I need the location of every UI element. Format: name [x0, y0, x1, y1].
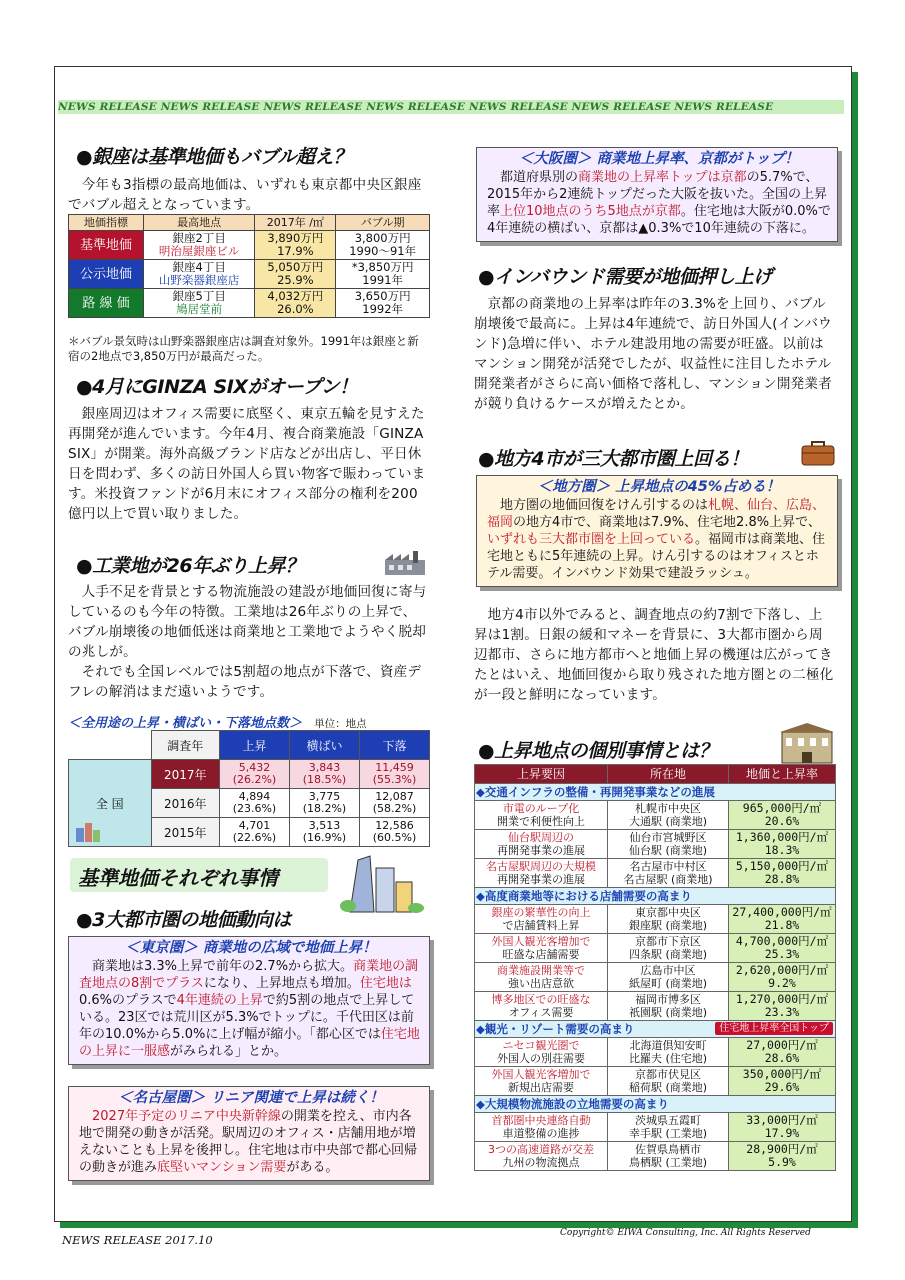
chiho-box-title: ＜地方圏＞ 上昇地点の45%占める！ — [537, 479, 781, 495]
buildings-icon — [75, 820, 101, 842]
pointtable-caption — [68, 712, 430, 731]
table-row: 名古屋駅周辺の大規模 再開発事業の進展 名古屋市中村区 名古屋駅 (商業地) 5,150,000円/㎡ 28.8% — [475, 859, 836, 888]
table-row: 首都圏中央連絡自動 車道整備の進捗 茨城県五霞町 幸手駅 (工業地) 33,000円/㎡ 17.9% — [475, 1113, 836, 1142]
table-row: 2015年 4,701 (22.6%) 3,513 (16.9%) 12,586 (60.5%) — [69, 818, 430, 847]
ginza-heading: ●銀座は基準地価もバブル超え？ — [76, 146, 352, 168]
table-row: 路 線 価 銀座5丁目 鳩居堂前 4,032万円 26.0% 3,650万円 1992年 — [69, 289, 430, 318]
table-row: 外国人観光客増加で 新規出店需要 京都市伏見区 稲荷駅 (商業地) 350,000円/㎡ 29.6% — [475, 1067, 836, 1096]
pointtable-title: ＜全用途の上昇・横ばい・下落地点数＞ — [68, 716, 303, 731]
ginza-table — [68, 214, 430, 318]
table-row: 博多地区での旺盛な オフィス需要 福岡市博多区 祇園駅 (商業地) 1,270,000円/㎡ 23.3% — [475, 992, 836, 1021]
table-row: 全 国 2017年 5,432 (26.2%) 3,843 (18.5%) 11,459 (55.3%) — [69, 760, 430, 789]
table-row: ニセコ観光圏で 外国人の別荘需要 北海道倶知安町 比羅夫 (住宅地) 27,000円/㎡ 28.6% — [475, 1038, 836, 1067]
table-row: 商業施設開業等で 強い出店意欲 広島市中区 紙屋町 (商業地) 2,620,000円/㎡ 9.2% — [475, 963, 836, 992]
point-count-table: 調査年 上昇 横ばい 下落 全 国 2017年 5,432 (26.2%) 3,843 (18.5%) 11,459 (55.3%) 2016年 4,894 (23.6%) 3,775 (18.2%) 12,087 (58.2%) 2015年 4,701 (22.6%) 3,513 (16.9%) 12,586 (60.5%) — [68, 730, 430, 847]
industrial-body: 人手不足を背景とする物流施設の建設が地価回復に寄与しているのも今年の特徴。工業地は26年ぶりの上昇で、バブル崩壊後の地価低迷は商業地と工業地でようやく脱却の兆しが。 それでも全国レベルでは5割超の地点が下落で、資産デフレの解消はまだ遠いようです。 — [68, 584, 427, 700]
table-row: 外国人観光客増加で 旺盛な店舗需要 京都市下京区 四条駅 (商業地) 4,700,000円/㎡ 25.3% — [475, 934, 836, 963]
nagoya-title: ＜名古屋圏＞ リニア関連で上昇は続く！ — [118, 1090, 384, 1106]
kijun-heading: 基準地価それぞれ事情 — [78, 866, 278, 890]
gsix-body: 銀座周辺はオフィス需要に底堅く、東京五輪を見すえた再開発が進んでいます。今年4月、複合商業施設「GINZA SIX」が開業。海外高級ブランド店などが出店し、平日休日を問わず、多くの訪日外国人ら買い物客で賑わっています。米投資ファンドが6月末にオフィス部分の権利を200億円以上で買い取りました。 — [68, 406, 426, 522]
footer-copyright: Copyright© EIWA Consulting, Inc. All Rights Reserved — [560, 1228, 811, 1238]
kijun-banner — [70, 858, 328, 892]
factors-heading: ●上昇地点の個別事情とは？ — [478, 740, 718, 762]
city-buildings-icon — [340, 852, 424, 914]
osaka-title: ＜大阪圏＞ 商業地上昇率、京都がトップ！ — [518, 151, 800, 167]
chiho-body: 地方4市以外でみると、調査地点の約7割で下落し、上昇は1割。日銀の緩和マネーを背景に、3大都市圏から周辺都市、さらに地方都市へと地価上昇の機運は広がってきたとはいえ、地価回復から取り残された地方圏との二極化が一段と鮮明になっています。 — [474, 607, 834, 703]
building-icon — [778, 722, 836, 764]
chiho-box — [476, 475, 838, 587]
chiho-box-body: 地方圏の地価回復をけん引するのは札幌、仙台、広島、福岡の地方4市で、商業地は7.9%、住宅地2.8%上昇で、いずれも三大都市圏を上回っている。福岡市は商業地、住宅地ともに5年連続の上昇。けん引するのはオフィスとホテル需要。インバウンド効果で建設ラッシュ。 — [487, 498, 826, 581]
inbound-heading: ●インバウンド需要が地価押し上げ — [478, 266, 772, 288]
bag-icon — [800, 438, 836, 466]
pointtable-unit: 単位：地点 — [314, 718, 367, 730]
osaka-box — [476, 147, 838, 242]
nagoya-box — [68, 1086, 430, 1181]
tokyo-title: ＜東京圏＞ 商業地の広域で地価上昇！ — [125, 940, 377, 956]
table-row: 銀座の繁華性の向上 で店舗賃料上昇 東京都中央区 銀座駅 (商業地) 27,400,000円/㎡ 21.8% — [475, 905, 836, 934]
factors-table-header: 上昇要因 所在地 地価と上昇率 — [475, 765, 836, 784]
table-row: 公示地価 銀座4丁目 山野楽器銀座店 5,050万円 25.9% *3,850万円 1991年 — [69, 260, 430, 289]
industrial-heading: ●工業地が26年ぶり上昇？ — [76, 555, 304, 577]
factors-table — [474, 764, 836, 1171]
osaka-body: 都道府県別の商業地の上昇率トップは京都の5.7%で、2015年から2連続トップだった大阪を抜いた。全国の上昇率上位10地点のうち5地点が京都。住宅地は大阪が0.0%で4年連続の横ばい、京都は▲0.3%で10年連続の下落に。 — [487, 170, 831, 236]
nagoya-body: 2027年予定のリニア中央新幹線の開業を控え、市内各地で開発の動きが活発。駅周辺のオフィス・店舗用地が増えないことも上昇を後押し。住宅地は市中央部で都心回帰の動きが進み底堅いマンション需要がある。 — [79, 1109, 418, 1175]
news-release-banner: NEWS RELEASE NEWS RELEASE NEWS RELEASE NEWS RELEASE NEWS RELEASE NEWS RELEASE NEWS RELEASE — [58, 100, 844, 114]
table-row: 2016年 4,894 (23.6%) 3,775 (18.2%) 12,087 (58.2%) — [69, 789, 430, 818]
factor-category: ◆交通インフラの整備・再開発事業などの進展 — [475, 784, 836, 801]
ginza-table-header: 地価指標 最高地点 2017年 /㎡ バブル期 — [69, 215, 430, 231]
table-row: 仙台駅周辺の 再開発事業の進展 仙台市宮城野区 仙台駅 (商業地) 1,360,000円/㎡ 18.3% — [475, 830, 836, 859]
ginza-note: ＊バブル景気時は山野楽器銀座店は調査対象外。1991年は銀座と新宿の2地点で3,850万円が最高だった。 — [68, 334, 419, 363]
chiho-heading: ●地方4市が三大都市圏上回る！ — [478, 448, 749, 470]
inbound-body: 京都の商業地の上昇率は昨年の3.3%を上回り、バブル崩壊後で最高に。上昇は4年連続で、訪日外国人(インバウンド)急増に伴い、ホテル建設用地の需要が旺盛。以前はマンション開発が活発でしたが、収益性に注目したホテル開発業者がさらに高い価格で落札し、マンション開発業者が競り負けるケースが増えたとか。 — [474, 296, 833, 412]
factor-category: ◆大規模物流施設の立地需要の高まり — [475, 1096, 836, 1113]
table-row: 基準地価 銀座2丁目 明治屋銀座ビル 3,890万円 17.9% 3,800万円 1990～91年 — [69, 231, 430, 260]
factor-category: ◆観光・リゾート需要の高まり 住宅地上昇率全国トップ — [475, 1021, 836, 1038]
tokyo-box — [68, 936, 430, 1065]
gsix-heading: ●4月にGINZA SIXがオープン！ — [76, 376, 358, 398]
tokyo-body: 商業地は3.3%上昇で前年の2.7%から拡大。商業地の調査地点の8割でプラスになり、上昇地点も増加。住宅地は0.6%のプラスで4年連続の上昇で約5割の地点で上昇している。23区では荒川区が5.3%でトップに。千代田区は前年の10.0%から5.0%に上げ幅が縮小。「都心区では住宅地の上昇に一服感がみられる」とか。 — [79, 959, 420, 1059]
footer-left: NEWS RELEASE 2017.10 — [62, 1233, 213, 1247]
factory-icon — [383, 550, 427, 576]
table-row: 市電のループ化 開業で利便性向上 札幌市中央区 大通駅 (商業地) 965,000円/㎡ 20.6% — [475, 801, 836, 830]
top-badge: 住宅地上昇率全国トップ — [715, 1022, 833, 1035]
table-row: 3つの高速道路が交差 九州の物流拠点 佐賀県鳥栖市 鳥栖駅 (工業地) 28,900円/㎡ 5.9% — [475, 1142, 836, 1171]
factor-category: ◆高度商業地等における店舗需要の高まり — [475, 888, 836, 905]
metro-heading: ●3大都市圏の地価動向は — [76, 909, 291, 931]
ginza-body: 今年も3指標の最高地価は、いずれも東京都中央区銀座でバブル超えとなっています。 — [68, 177, 422, 213]
pointtable-rowlabel: 全 国 — [95, 796, 124, 811]
